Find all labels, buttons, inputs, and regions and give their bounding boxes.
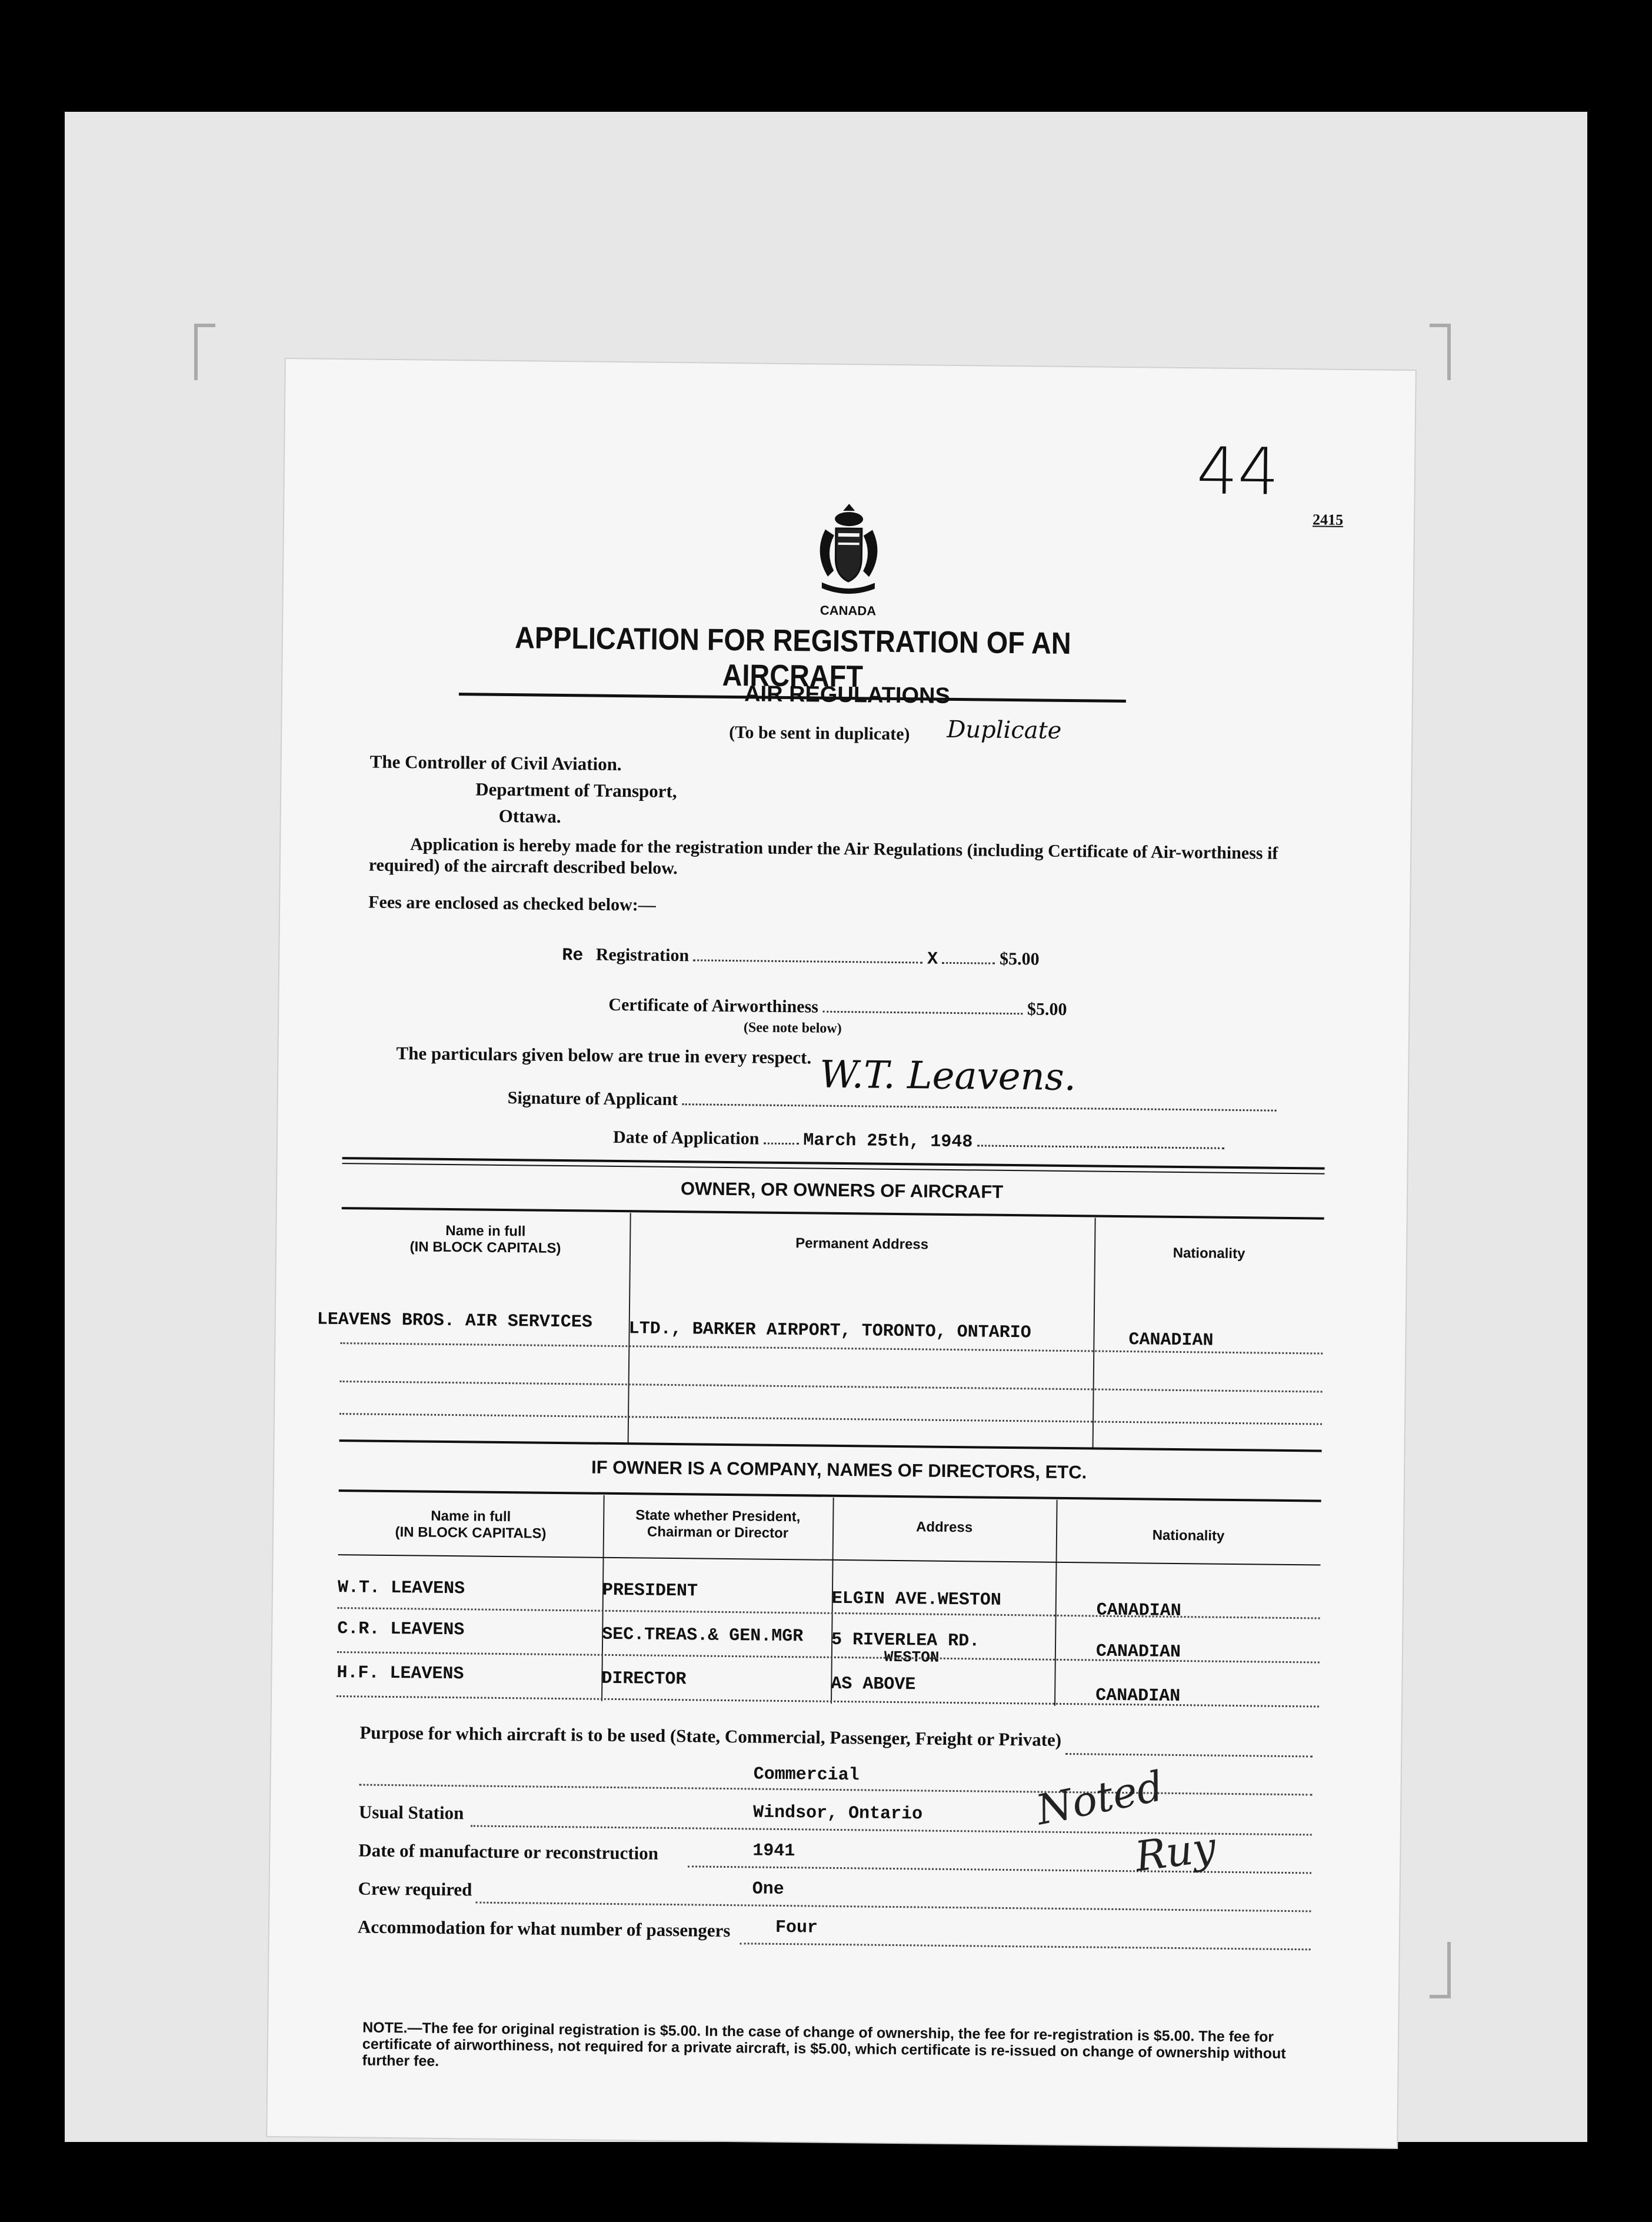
owner-name: LEAVENS BROS. AIR SERVICES (317, 1309, 593, 1333)
airworthiness-amount: $5.00 (1027, 999, 1067, 1019)
owners-heading: OWNER, OR OWNERS OF AIRCRAFT (680, 1178, 1004, 1202)
crew-value: One (752, 1879, 784, 1900)
applicant-signature: W.T. Leavens. (819, 1053, 1077, 1100)
director-3-address: AS ABOVE (831, 1674, 916, 1695)
directors-heading: IF OWNER IS A COMPANY, NAMES OF DIRECTORS, ETC. (591, 1456, 1087, 1483)
form-title: APPLICATION FOR REGISTRATION OF AN AIRCRAFT (459, 620, 1127, 703)
handwritten-noted: Noted (1032, 1761, 1168, 1835)
owners-col-address: Permanent Address (795, 1235, 929, 1253)
director-3-name: H.F. LEAVENS (337, 1663, 464, 1685)
registration-checkmark: X (927, 949, 938, 970)
see-note-below: (See note below) (743, 1020, 842, 1036)
station-value: Windsor, Ontario (752, 1802, 923, 1825)
owners-col-nationality: Nationality (1173, 1245, 1245, 1262)
directors-col-address: Address (915, 1519, 973, 1536)
crew-label: Crew required (358, 1878, 472, 1900)
passengers-label: Accommodation for what number of passengers (357, 1916, 731, 1941)
station-label: Usual Station (358, 1801, 464, 1824)
director-3-role: DIRECTOR (601, 1668, 687, 1690)
director-1-address: ELGIN AVE.WESTON (831, 1588, 1002, 1611)
corner-mark-top-left (194, 324, 215, 380)
form-subtitle: AIR REGULATIONS (744, 681, 951, 708)
registration-label: Registration (595, 944, 690, 966)
directors-col-role: State whether President, Chairman or Director (635, 1507, 801, 1542)
fees-intro: Fees are enclosed as checked below:— (368, 892, 656, 915)
application-statement: Application is hereby made for the registration under the Air Regulations (including Certificate of Air-worthiness if required) of the aircraft described below. (368, 834, 1278, 879)
owner-nationality: CANADIAN (1128, 1330, 1214, 1351)
directors-table-top (339, 1489, 1321, 1502)
handwritten-initials: Ruy (1132, 1822, 1219, 1881)
fee-note (362, 2020, 1304, 2079)
duplicate-instruction: (To be sent in duplicate) (729, 722, 910, 744)
director-1-name: W.T. LEAVENS (337, 1578, 465, 1599)
owners-col-name: Name in full (IN BLOCK CAPITALS) (409, 1222, 561, 1257)
date-row (613, 1127, 1224, 1155)
address-line-3: Ottawa. (498, 805, 561, 827)
signature-label: Signature of Applicant (507, 1088, 678, 1110)
address-line-1: The Controller of Civil Aviation. (369, 751, 622, 775)
address-line-2: Department of Transport, (475, 779, 677, 802)
director-2-address: 5 RIVERLEA RD. (831, 1629, 980, 1652)
section-rule-2 (339, 1439, 1322, 1452)
coat-of-arms-icon (807, 500, 891, 600)
directors-col-nationality: Nationality (1152, 1527, 1225, 1544)
director-3-nationality: CANADIAN (1095, 1685, 1181, 1707)
fee-airworthiness-row (608, 995, 1067, 1020)
director-2-address-line2: WESTON (884, 1648, 940, 1666)
re-prefix: Re (562, 946, 584, 966)
director-2-nationality: CANADIAN (1095, 1641, 1181, 1663)
canada-coat-of-arms (807, 500, 890, 618)
crest-label: CANADA (820, 603, 877, 618)
form-serial-number: 2415 (1312, 511, 1344, 528)
manufacture-label: Date of manufacture or reconstruction (358, 1840, 659, 1864)
owners-table-top (342, 1207, 1324, 1219)
date-label: Date of Application (612, 1127, 760, 1149)
section-rule-1b (342, 1163, 1325, 1174)
owner-address: LTD., BARKER AIRPORT, TORONTO, ONTARIO (628, 1319, 1031, 1343)
fee-registration-row (562, 944, 1040, 970)
passengers-value: Four (775, 1917, 818, 1938)
purpose-value: Commercial (753, 1764, 860, 1786)
manufacture-value: 1941 (752, 1841, 795, 1862)
corner-mark-top-right (1430, 324, 1451, 380)
airworthiness-label: Certificate of Airworthiness (608, 994, 819, 1017)
note-text: The fee for original registration is $5.00. In the case of change of ownership, the fee for re-registration is $5.00. The fee for certificate of airworthiness, not required for a private aircraft, is $5.00, which certificate is re-issued on change of ownership without further fee. (362, 2020, 1286, 2070)
note-prefix: NOTE.— (362, 2019, 422, 2037)
purpose-label: Purpose for which aircraft is to be used (State, Commercial, Passenger, Freight or Private) (359, 1722, 1062, 1750)
duplicate-handwritten: Duplicate (947, 716, 1062, 744)
photo-mount (65, 112, 1587, 2142)
director-2-name: C.R. LEAVENS (337, 1619, 465, 1641)
directors-col-name: Name in full (IN BLOCK CAPITALS) (395, 1508, 547, 1542)
corner-mark-bottom-right (1430, 1942, 1451, 1998)
application-form-page (267, 359, 1415, 2148)
date-value: March 25th, 1948 (803, 1130, 973, 1153)
page-number: 44 (1196, 433, 1280, 510)
director-2-role: SEC.TREAS.& GEN.MGR (602, 1624, 804, 1647)
director-1-role: PRESIDENT (602, 1580, 698, 1602)
particulars-statement: The particulars given below are true in every respect. (396, 1043, 812, 1068)
registration-amount: $5.00 (999, 949, 1040, 969)
director-1-nationality: CANADIAN (1096, 1600, 1181, 1622)
